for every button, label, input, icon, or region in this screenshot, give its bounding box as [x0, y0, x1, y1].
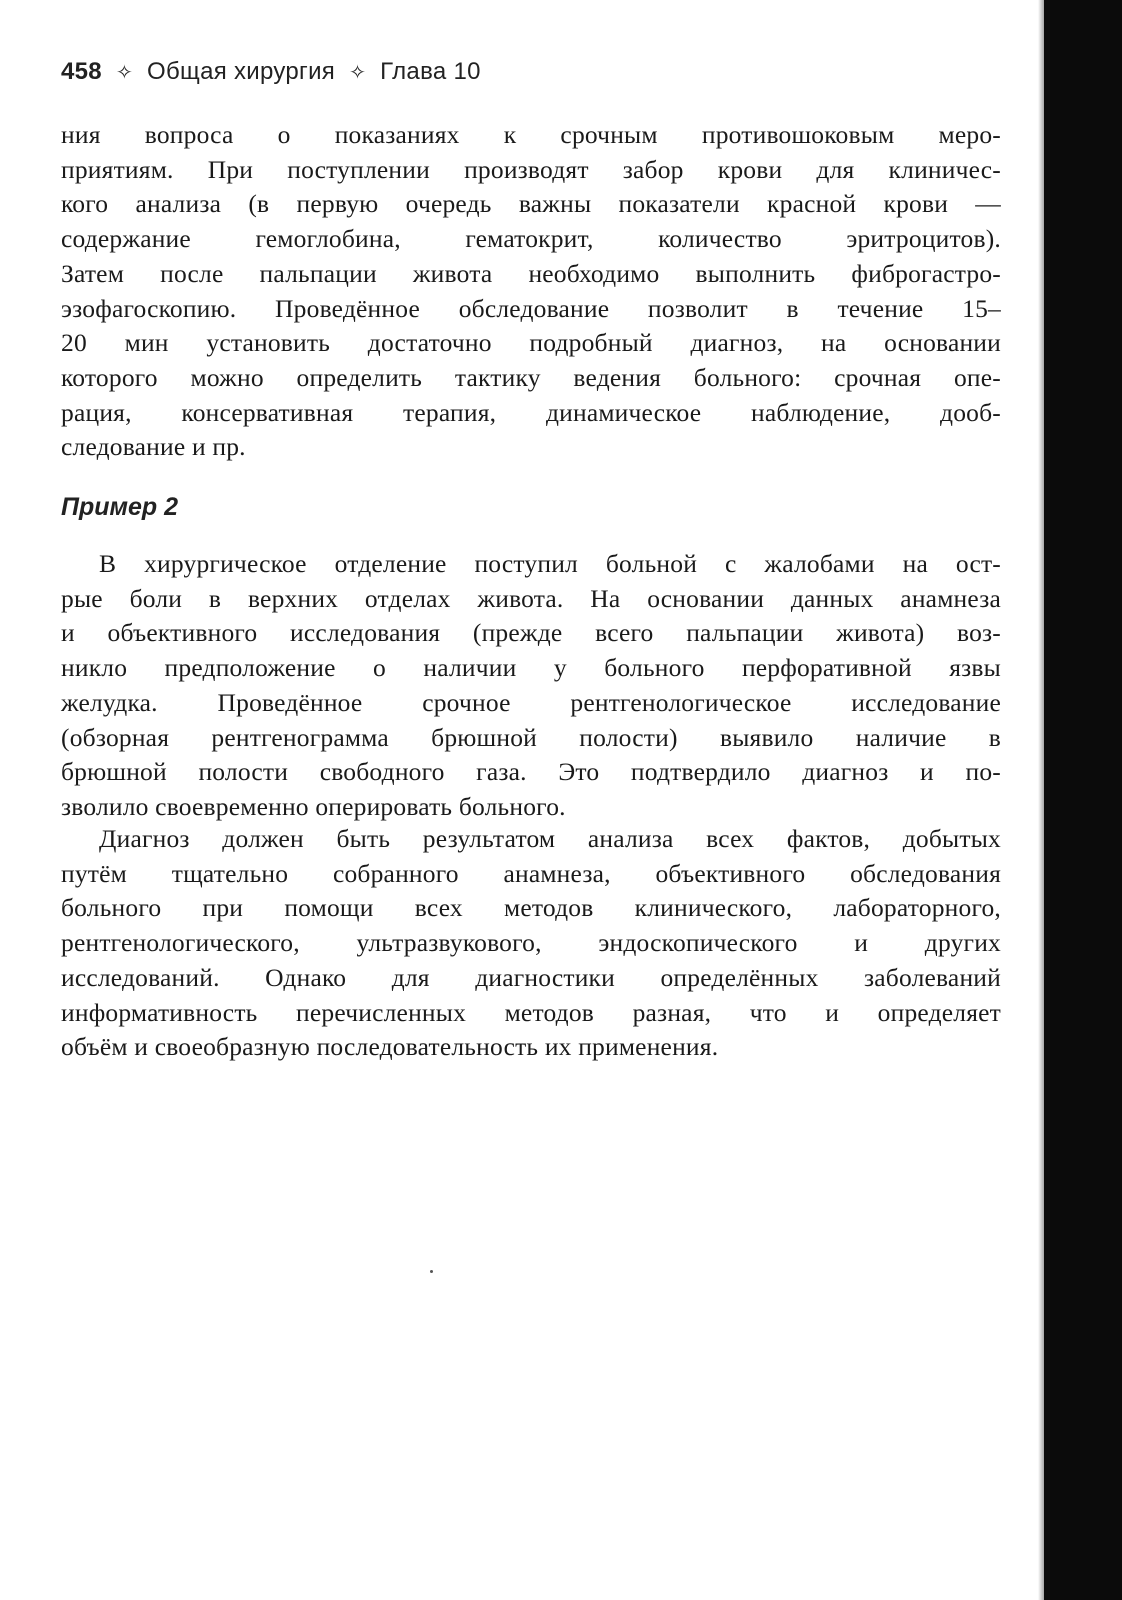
text-line: приятиям. При поступлении производят забор крови для клиничес- — [61, 154, 1001, 184]
text-line: следование и пр. — [61, 432, 246, 462]
text-line: и объективного исследования (прежде всего пальпации живота) воз- — [61, 618, 1001, 648]
scan-border — [1044, 0, 1122, 1600]
diagnosis-paragraph — [61, 822, 1001, 1065]
paragraph-continuation — [61, 118, 1001, 465]
text-line: желудка. Проведённое срочное рентгенологическое исследование — [61, 687, 1001, 717]
text-line: содержание гемоглобина, гематокрит, количество эритроцитов). — [61, 224, 1001, 254]
text-line: рация, консервативная терапия, динамическое наблюдение, дооб- — [61, 397, 1001, 427]
text-line: информативность перечисленных методов разная, что и определяет — [61, 997, 1001, 1027]
text-line: ния вопроса о показаниях к срочным противошоковым меро- — [61, 120, 1001, 149]
text-line: которого можно определить тактику ведения больного: срочная опе- — [61, 362, 1001, 392]
text-line: зволило своевременно оперировать больного. — [61, 791, 566, 821]
header-separator-icon: ✧ — [349, 62, 367, 84]
book-title: Общая хирургия — [147, 58, 336, 85]
text-line: путём тщательно собранного анамнеза, объективного обследования — [61, 858, 1001, 888]
text-line: 20 мин установить достаточно подробный диагноз, на основании — [61, 328, 1001, 358]
text-line: В хирургическое отделение поступил больной с жалобами на ост- — [99, 549, 1001, 578]
scan-speck — [430, 1270, 433, 1273]
text-line: рентгенологического, ультразвукового, эндоскопического и других — [61, 928, 1001, 958]
header-separator-icon: ✧ — [115, 62, 134, 84]
text-line: рые боли в верхних отделах живота. На основании данных анамнеза — [61, 583, 1001, 613]
text-line: Диагноз должен быть результатом анализа всех фактов, добытых — [99, 824, 1001, 853]
text-line: больного при помощи всех методов клинического, лабораторного, — [61, 893, 1001, 923]
page-number: 458 — [61, 58, 102, 85]
example-paragraph — [61, 547, 1001, 825]
text-line: исследований. Однако для диагностики определённых заболеваний — [61, 962, 1001, 992]
text-line: брюшной полости свободного газа. Это подтвердило диагноз и по- — [61, 757, 1001, 787]
text-line: Затем после пальпации живота необходимо выполнить фиброгастро- — [61, 258, 1001, 288]
text-line: (обзорная рентгенограмма брюшной полости) выявило наличие в — [61, 722, 1001, 752]
chapter-label: Глава 10 — [380, 58, 481, 85]
text-line: никло предположение о наличии у больного перфоративной язвы — [61, 653, 1001, 683]
text-line: объём и своеобразную последовательность их применения. — [61, 1032, 719, 1062]
text-line: кого анализа (в первую очередь важны показатели красной крови — — [61, 189, 1001, 219]
running-header — [61, 58, 481, 86]
example-heading: Пример 2 — [61, 493, 179, 521]
text-line: эзофагоскопию. Проведённое обследование позволит в течение 15– — [61, 293, 1001, 323]
